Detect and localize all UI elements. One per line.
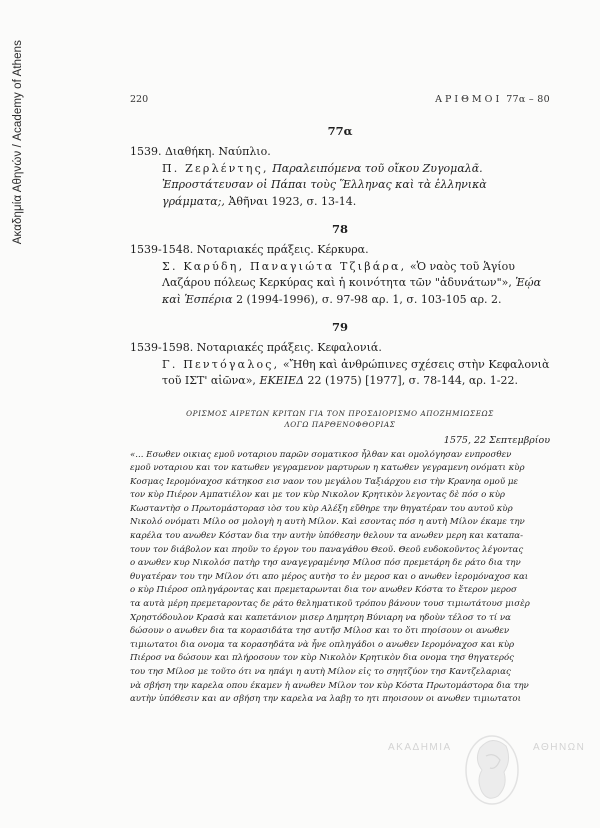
document-line: Πιέροσ να δώσουν και πλήροσουν τον κὺρ Νικολὸν Κρητικὸν δια ονομα τησ θηγατερός xyxy=(130,653,514,664)
document-line: τα αυτὰ μέρη πρεμεταροντας δε ράτο θεληματικοῦ τρόπου βάνουν τουσ τιμιωτάτουσ μισὲρ xyxy=(130,599,530,610)
entry-number: 78 xyxy=(331,222,348,236)
document-line: εμοῦ νοταριου και τον κατωθεν γεγραμενον μαρτυρων η κατωθεν γεγραμενη ονόματι κὺρ xyxy=(130,463,525,474)
document-line: Χρηστόδουλον Κρασὰ και καπετάνιον μισερ Δημητρη Βύνιαρη να ηδοὺν τέλοσ το τί να xyxy=(130,612,511,623)
document-heading-line-2: ΛΟΓΩ ΠΑΡΘΕΝΟΦΘΟΡΙΑΣ xyxy=(284,419,396,429)
document-line: νὰ σβήση την καρελα οπου έκαμεν ἡ ανωθεν Μίλον τον κὺρ Κόστα Πρωτομάστορα δια την xyxy=(130,680,529,691)
entry-reference xyxy=(130,357,550,390)
reference-tail: Ἀθῆναι 1923, σ. 13-14. xyxy=(228,194,357,208)
entry-title: 1539-1598. Νοταριακές πράξεις. Κεφαλονιά. xyxy=(130,341,382,354)
page-content xyxy=(130,94,550,707)
entry-reference xyxy=(130,161,550,211)
watermark-text-left: ΑΚΑΔΗΜΙΑ xyxy=(388,742,452,753)
document-line: Κοσμας Ιερομόναχοσ κάτηκοσ εισ ναον του μεγάλου Ταξιάρχου εισ τὴν Κρανηα ομοῦ με xyxy=(130,476,519,487)
article-title: «Ὁ ναὸς τοῦ Ἁγίου Λαζάρου πόλεως Κερκύρας καὶ ἡ κοινότητα τῶν "ἀδυνάτων"», xyxy=(162,259,515,289)
article-title: «Ἤθη καὶ ἀνθρώπινες σχέσεις στὴν Κεφαλονιὰ τοῦ ΙΣΤ' αἰῶνα», xyxy=(162,357,550,387)
document-line: ο ανωθεν κυρ Νικολόσ πατὴρ τησ αναγεγραμένησ Μίλοσ πόσ πρεμετάρη δε ράτο δια την xyxy=(130,558,521,569)
document-line: δώσουν ο ανωθεν δια τα κορασιδάτα τησ αυτῆσ Μίλοσ και το ὅτι πηοίσουν οι ανωθεν xyxy=(130,626,510,637)
reference-tail: 22 (1975) [1977], σ. 78-144, αρ. 1-22. xyxy=(307,374,518,387)
entry-range: 77α – 80 xyxy=(506,94,550,105)
document-heading xyxy=(130,408,550,430)
document-line: τιμιωτατοι δια ονομα τα κορασηδάτα νὰ ἦνε οπληγάδοι ο ανωθεν Ιερομόναχοσ και κὺρ xyxy=(130,639,515,650)
document-line: τουν τον διάβολον και πηοῦν το έργον του παναγάθου Θεοῦ. Θεοῦ ευδοκοῦντος λέγοντας xyxy=(130,544,524,555)
document-line: ο κὺρ Πιέροσ οπληγάροντας και πρεμεταρωνται δια τον ανωθεν Κόστα το ἕτερον μεροσ xyxy=(130,585,517,596)
document-body xyxy=(130,449,550,707)
document-line: «... Εσωθεν οικιας εμοῦ νοταριου παρῶν σοματικοσ ἦλθαν και ομολόγησαν ενπροσθεν xyxy=(130,449,512,460)
entry-number: 77α xyxy=(327,124,353,138)
document-date: 1575, 22 Σεπτεμβρίου xyxy=(443,434,550,446)
document-line: καρέλα του ανωθεν Κόσταν δια την αυτὴν ὑπόθεσην θελουν τα ανωθεν μερη και καταπα- xyxy=(130,531,524,542)
author: Σ. Καρύδη, Παναγιώτα Τζιβάρα, xyxy=(162,259,407,273)
document-line: τον κὺρ Πιέρον Αμπατιέλον και με τον κὺρ Νικολον Κρητικὸν λεγοντας δὲ πόσ ο κὺρ xyxy=(130,490,505,501)
reference-title: Παραλειπόμενα τοῦ οἴκου Ζυγομαλᾶ. Ἐπροστάτευσαν οἱ Πάπαι τοὺς Ἕλληνας καὶ τὰ ἑλληνικὰ γράμματα;, xyxy=(162,161,487,208)
document-line: Κωσταντὴσ ο Πρωτομάστορασ ιὸσ του κὺρ Αλέξη εὔθηρε την θηγατέραν του αυτοῦ κὺρ xyxy=(130,503,513,514)
page-number: 220 xyxy=(130,94,149,105)
page-header xyxy=(130,94,550,106)
entry-reference xyxy=(130,259,550,309)
document-heading-line-1: ΟΡΙΣΜΟΣ ΑΙΡΕΤΩΝ ΚΡΙΤΩΝ ΓΙΑ ΤΟΝ ΠΡΟΣΔΙΟΡΙΣΜΟ ΑΠΟΖΗΜΙΩΣΕΩΣ xyxy=(186,408,494,418)
entry-title: 1539-1548. Νοταριακές πράξεις. Κέρκυρα. xyxy=(130,243,369,256)
academy-watermark xyxy=(388,730,588,810)
reference-tail: 2 (1994-1996), σ. 97-98 αρ. 1, σ. 103-105 αρ. 2. xyxy=(236,292,502,306)
document-line: Νικολό ονόματι Μίλο οσ μολογὴ η αυτὴ Μίλον. Καὶ εσοντας πόσ η αυτὴ Μίλον έκαμε την xyxy=(130,517,525,528)
running-title: ΑΡΙΘΜΟΙ 77α – 80 xyxy=(435,94,550,105)
watermark-text-right: ΑΘΗΝΩΝ xyxy=(533,742,586,753)
document-line: αυτὴν ὑπόθεσιν και αν σβήση την καρελα να λαβῃ το ητι πηοισουν οι ανωθεν τιμιωτατοι xyxy=(130,694,521,705)
journal-title: Ἑῴα καὶ Ἑσπέρια xyxy=(162,276,542,306)
document-line: του τησ Μίλοσ με τοῦτο ότι να ηπάγι η αυτὴ Μίλον εἰς το σηητζύον τησ Καντζελαριας xyxy=(130,667,511,677)
document-line: θυγατέραν του την Μίλον ότι απο μέρος αυτὴσ το ἐν μεροσ και ο ανωθεν ἱερομόναχοσ και xyxy=(130,571,529,582)
author: Π. Ζερλέντης, xyxy=(162,161,269,175)
athena-logo-icon xyxy=(460,730,524,808)
entry-title: 1539. Διαθήκη. Ναύπλιο. xyxy=(130,145,271,158)
sidebar-watermark-text: Ακαδημία Αθηνών / Academy of Athens xyxy=(12,40,24,245)
author: Γ. Πεντόγαλος, xyxy=(162,357,280,371)
entry-number: 79 xyxy=(331,320,348,334)
journal-title: ΕΚΕΙΕΔ xyxy=(259,374,305,387)
